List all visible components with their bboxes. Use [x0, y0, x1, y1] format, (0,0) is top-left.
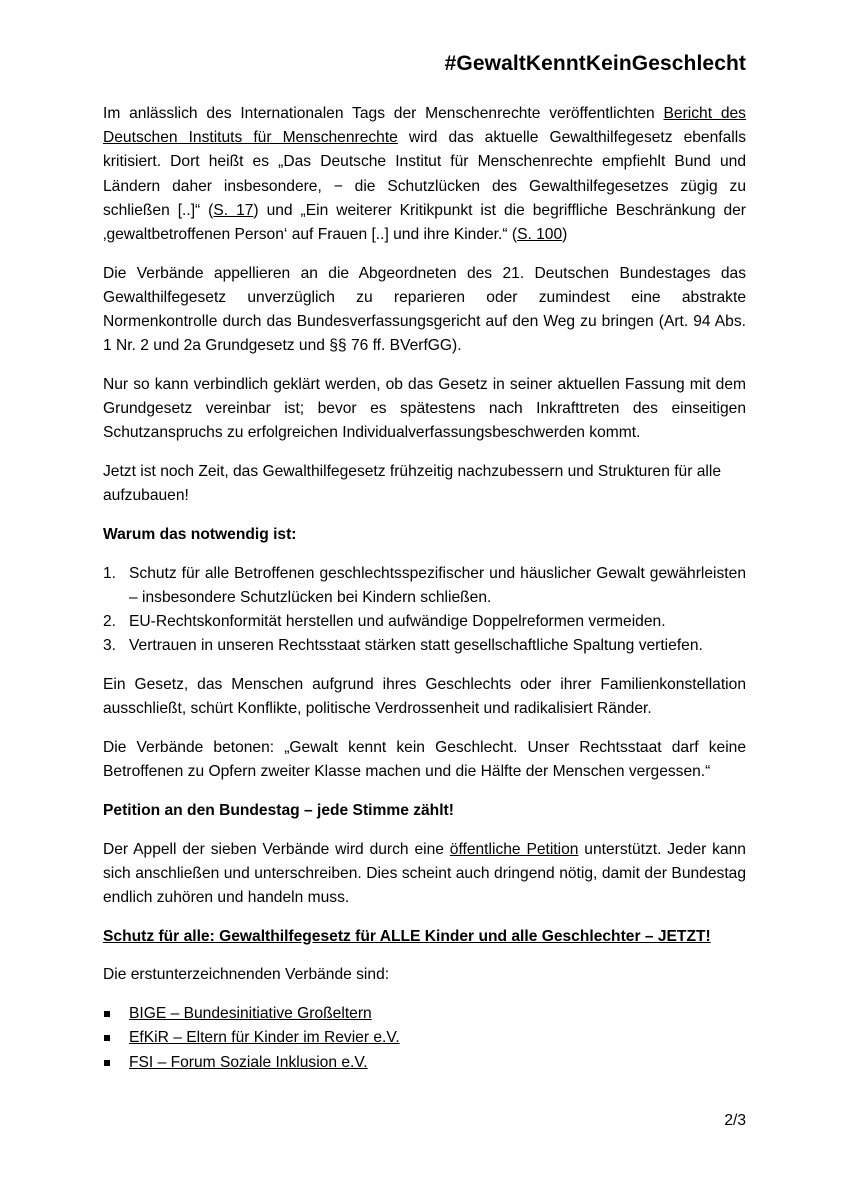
list-item: 2. EU-Rechtskonformität herstellen und aufwändige Doppelreformen vermeiden. [103, 613, 666, 631]
reasons-list [103, 562, 746, 659]
orgs-list [103, 1002, 746, 1075]
bullet-square-icon [104, 1011, 110, 1017]
link-org-bige[interactable]: BIGE – Bundesinitiative Großeltern [129, 1005, 372, 1023]
paragraph-time: Jetzt ist noch Zeit, das Gewalthilfegesetz frühzeitig nachzubessern und Strukturen für alle aufzubauen! [103, 463, 722, 505]
paragraph-quote: Die Verbände betonen: „Gewalt kennt kein Geschlecht. Unser Rechtsstaat darf keine Betroffenen zu Opfern zweiter Klasse machen und die Hälfte der Menschen vergessen.“ [103, 738, 746, 781]
link-org-efkir[interactable]: EfKiR – Eltern für Kinder im Revier e.V. [129, 1029, 400, 1047]
link-page-17[interactable]: S. 17 [213, 201, 254, 219]
slogan: Schutz für alle: Gewalthilfegesetz für ALLE Kinder und alle Geschlechter – JETZT! [103, 927, 711, 945]
page-heading-hashtag: #GewaltKenntKeinGeschlecht [444, 52, 746, 75]
bullet-square-icon [104, 1035, 110, 1041]
list-item [103, 1002, 746, 1026]
heading-petition: Petition an den Bundestag – jede Stimme zählt! [103, 801, 454, 819]
link-org-fsi[interactable]: FSI – Forum Soziale Inklusion e.V. [129, 1053, 368, 1071]
link-petition[interactable]: öffentliche Petition [449, 840, 579, 858]
list-item: 1. Schutz für alle Betroffenen geschlechtsspezifischer und häuslicher Gewalt gewährleisten – insbesondere Schutzlücken bei Kindern schließen. [103, 564, 746, 606]
heading-why: Warum das notwendig ist: [103, 526, 297, 544]
paragraph-report: Im anlässlich des Internationalen Tags der Menschenrechte veröffentlichten Bericht des Deutschen Instituts für Menschenrechte wird das aktuelle Gewalthilfegesetz ebenfalls kritisiert. Dort heißt es „Das Deutsche Institut für Menschenrechte empfiehlt Bund und Ländern daher insbesondere, − die Schutzlücken des Gewalthilfegesetzes zügig zu schließen [..]“ (S. 17) und „Ein weiterer Kritikpunkt ist die begriffliche Beschränkung der ‚gewaltbetroffenen Person‘ auf Frauen [..] und ihre Kinder.“ (S. 100) [103, 105, 746, 244]
paragraph-clarification: Nur so kann verbindlich geklärt werden, ob das Gesetz in seiner aktuellen Fassung mit dem Grundgesetz vereinbar ist; bevor es spätestens nach Inkrafttreten des einseitigen Schutzanspruchs zu erfolgreichen Individualverfassungsbeschwerden kommt. [103, 376, 746, 442]
link-page-100[interactable]: S. 100 [517, 226, 563, 244]
page-number: 2/3 [724, 1112, 746, 1129]
paragraph-appeal: Die Verbände appellieren an die Abgeordneten des 21. Deutschen Bundestages das Gewalthilfegesetz unverzüglich zu reparieren oder zumindest eine abstrakte Normenkontrolle durch das Bundesverfassungsgericht auf den Weg zu bringen (Art. 94 Abs. 1 Nr. 2 und 2a Grundgesetz und §§ 76 ff. BVerfGG). [103, 264, 746, 355]
document-body [103, 102, 746, 1075]
link-report[interactable]: Bericht des Deutschen Instituts für Menschenrechte [103, 105, 746, 147]
paragraph-petition: Der Appell der sieben Verbände wird durch eine öffentliche Petition unterstützt. Jeder kann sich anschließen und unterschreiben. Dies scheint auch dringend nötig, damit der Bundestag endlich zuhören und handeln muss. [103, 840, 746, 906]
list-item [103, 1026, 746, 1050]
bullet-square-icon [104, 1060, 110, 1066]
paragraph-exclusion: Ein Gesetz, das Menschen aufgrund ihres Geschlechts oder ihrer Familienkonstellation ausschließt, schürt Konflikte, politische Verdrossenheit und radikalisiert Ränder. [103, 676, 746, 718]
orgs-intro: Die erstunterzeichnenden Verbände sind: [103, 966, 390, 984]
list-item [103, 1051, 746, 1075]
list-item: 3. Vertrauen in unseren Rechtsstaat stärken statt gesellschaftliche Spaltung vertiefen. [103, 637, 703, 655]
